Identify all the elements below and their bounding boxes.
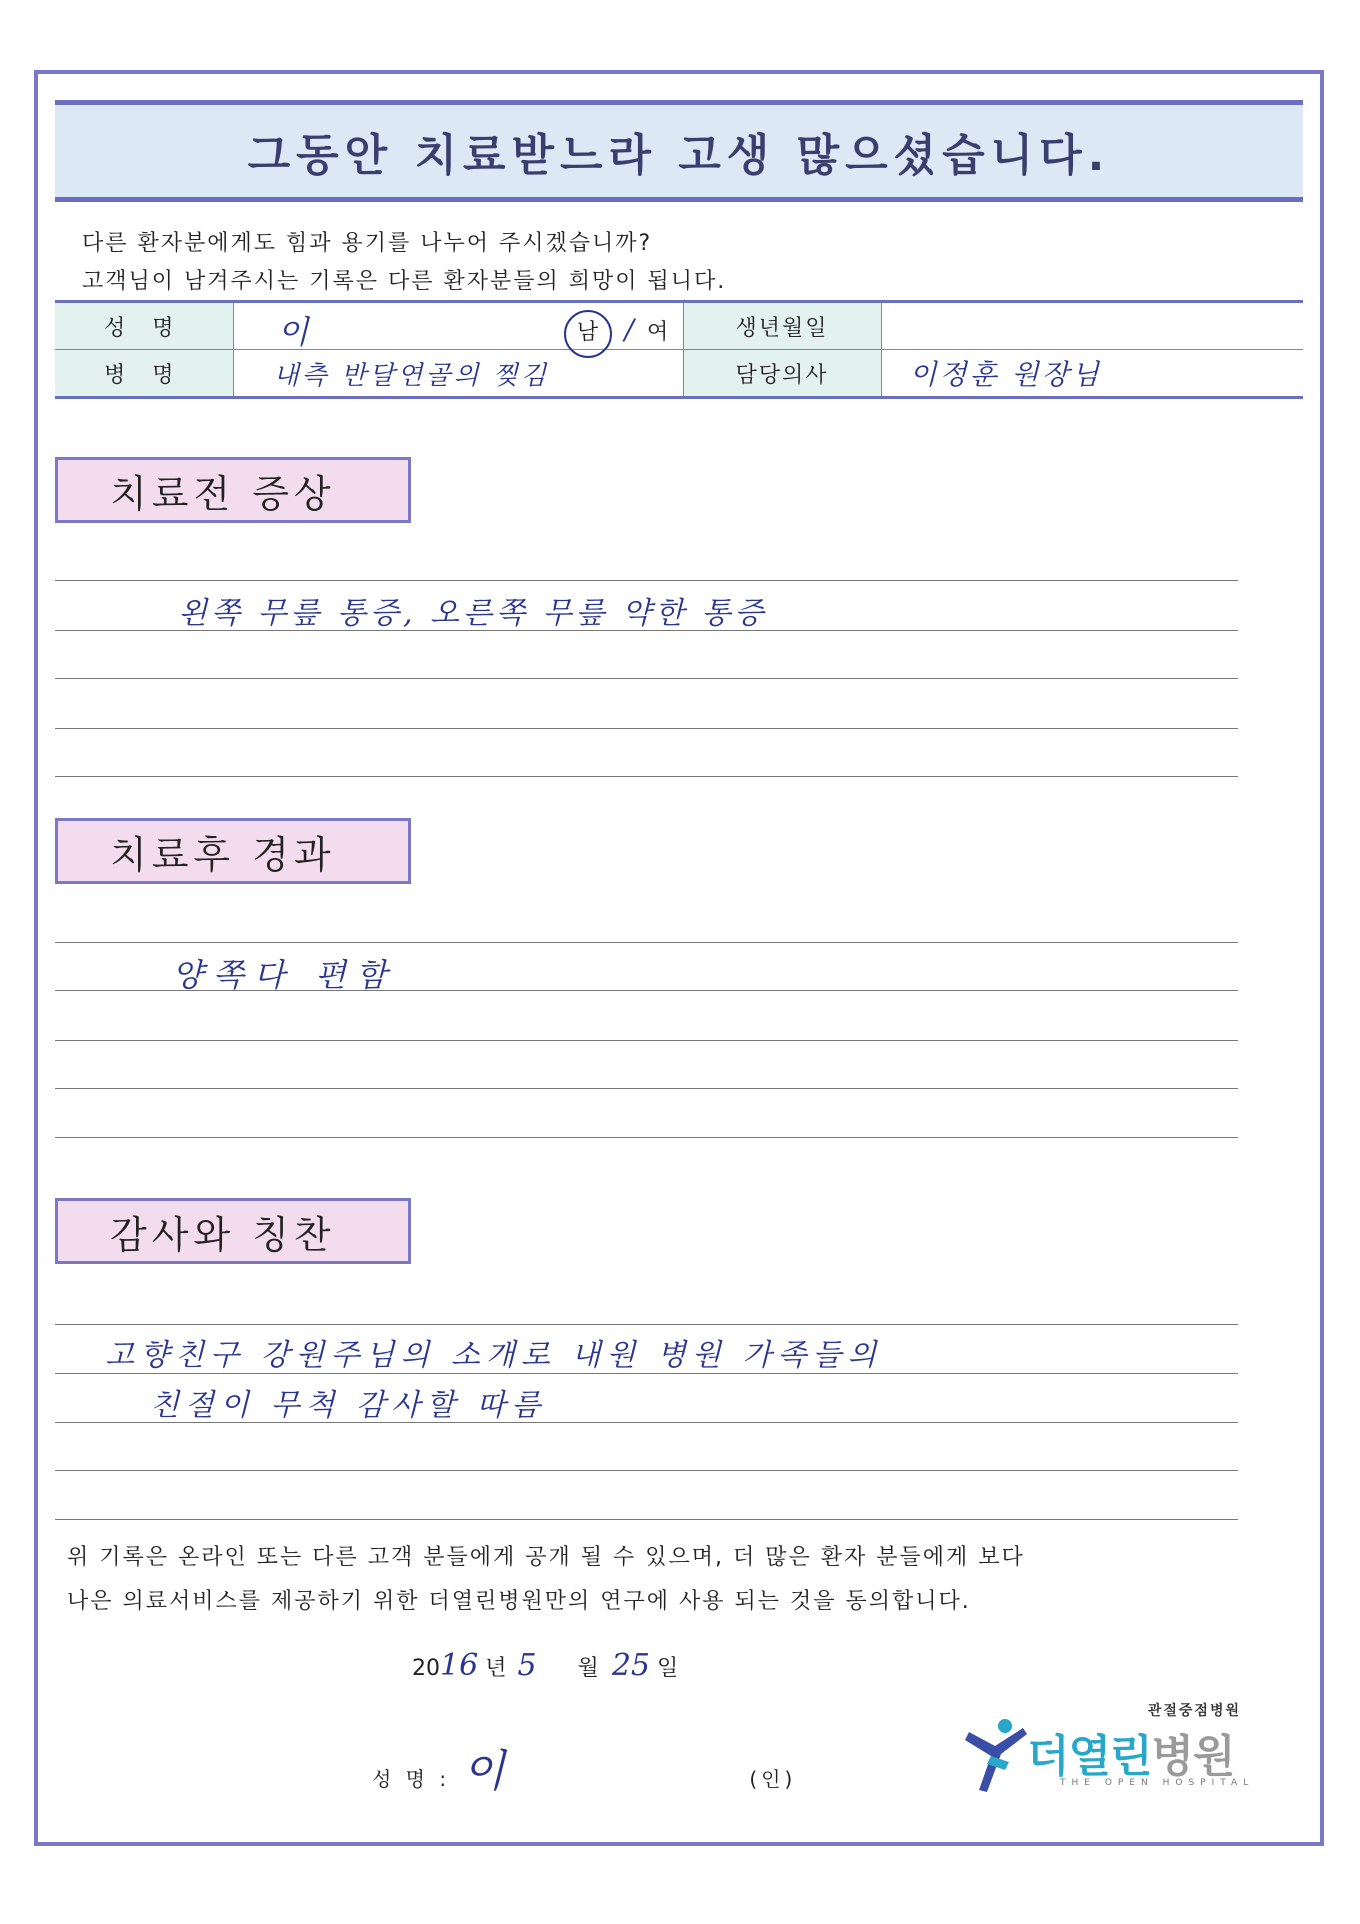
before-handwriting: 왼쪽 무릎 통증, 오른쪽 무릎 약한 통증 xyxy=(178,596,768,631)
date-day-hw: 25 xyxy=(611,1648,650,1683)
rule xyxy=(55,942,1238,943)
rule xyxy=(55,1324,1238,1325)
rule xyxy=(55,728,1238,729)
rule xyxy=(55,1470,1238,1471)
date-day-label: 일 xyxy=(657,1656,679,1681)
signature-label: 성 명 : xyxy=(372,1767,451,1791)
gender-selection xyxy=(564,313,669,358)
rule xyxy=(55,1040,1238,1041)
doctor-value: 이정훈 원장님 xyxy=(909,358,1102,391)
logo-subtitle: THE OPEN HOSPITAL xyxy=(1060,1778,1255,1788)
gender-separator: / xyxy=(624,313,634,346)
section-thanks-heading: 감사와 칭찬 xyxy=(55,1198,411,1264)
signing-date xyxy=(412,1648,678,1683)
date-year-label: 년 xyxy=(485,1656,507,1681)
name-value: 이 xyxy=(277,313,309,351)
consent-line-2: 나은 의료서비스를 제공하기 위한 더열린병원만의 연구에 사용 되는 것을 동의합니다. xyxy=(67,1589,971,1614)
after-handwriting: 양쪽다 편함 xyxy=(172,956,397,994)
gender-female: 여 xyxy=(646,320,669,345)
gender-male: 남 xyxy=(564,310,612,358)
patient-info-table xyxy=(55,300,1303,399)
rule xyxy=(55,776,1238,777)
rule xyxy=(55,580,1238,581)
info-row-disease xyxy=(55,350,1303,398)
intro-line-2: 고객님이 남겨주시는 기록은 다른 환자분들의 희망이 됩니다. xyxy=(82,269,727,294)
date-month-hw: 5 xyxy=(517,1648,537,1683)
logo-brand xyxy=(1027,1720,1235,1784)
section-after-heading: 치료후 경과 xyxy=(55,818,411,884)
seal-label: (인) xyxy=(749,1767,797,1791)
rule xyxy=(55,1137,1238,1138)
logo-brand-a: 더열린 xyxy=(1027,1731,1152,1782)
logo-category: 관절중점병원 xyxy=(1147,1703,1241,1719)
section-before-heading: 치료전 증상 xyxy=(55,457,411,523)
name-field xyxy=(233,302,683,350)
birth-value xyxy=(881,302,1303,350)
rule xyxy=(55,678,1238,679)
name-label: 성 명 xyxy=(55,302,233,350)
doctor-label: 담당의사 xyxy=(683,350,881,398)
form-title-bar xyxy=(55,100,1303,202)
rule xyxy=(55,1088,1238,1089)
logo-person-icon xyxy=(965,1712,1031,1802)
date-month-label: 월 xyxy=(577,1656,599,1681)
date-year-hw: 16 xyxy=(440,1648,479,1683)
form-title: 그동안 치료받느라 고생 많으셨습니다. xyxy=(247,130,1111,181)
signature-line xyxy=(372,1735,796,1799)
birth-label: 생년월일 xyxy=(683,302,881,350)
consent-line-1: 위 기록은 온라인 또는 다른 고객 분들에게 공개 될 수 있으며, 더 많은 환자 분들에게 보다 xyxy=(67,1545,1025,1570)
thanks-handwriting-line-2: 친절이 무척 감사할 따름 xyxy=(150,1388,547,1423)
signature-value: 이 xyxy=(462,1746,509,1797)
doctor-field xyxy=(881,350,1303,398)
disease-value: 내측 반달연골의 찢김 xyxy=(273,360,550,391)
rule xyxy=(55,1519,1238,1520)
disease-label: 병 명 xyxy=(55,350,233,398)
logo-brand-b: 병원 xyxy=(1151,1731,1235,1782)
hospital-logo xyxy=(965,1700,1255,1800)
date-prefix: 20 xyxy=(412,1656,440,1681)
thanks-handwriting-line-1: 고향친구 강원주님의 소개로 내원 병원 가족들의 xyxy=(105,1338,883,1373)
info-row-name xyxy=(55,302,1303,350)
intro-line-1: 다른 환자분에게도 힘과 용기를 나누어 주시겠습니까? xyxy=(82,231,653,256)
